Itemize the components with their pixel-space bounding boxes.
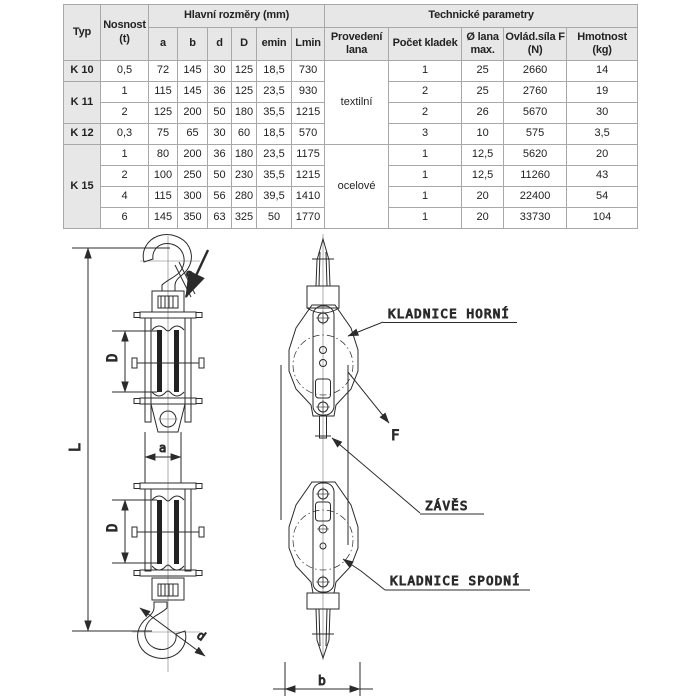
spec-table-body <box>64 61 638 229</box>
col-header-prumer-line2: max. <box>470 44 495 56</box>
table-cell: 180 <box>232 145 257 166</box>
table-cell: 125 <box>232 82 257 103</box>
table-cell: 6 <box>101 208 149 229</box>
dimension-e <box>181 250 208 297</box>
col-header-ovl-sila <box>504 28 567 61</box>
table-cell: 145 <box>178 82 208 103</box>
table-cell: 145 <box>178 61 208 82</box>
table-cell: 26 <box>462 103 504 124</box>
table-cell: 5670 <box>504 103 567 124</box>
table-row <box>64 145 638 166</box>
table-cell: 60 <box>232 124 257 145</box>
table-cell: 1 <box>389 145 462 166</box>
col-header-prumer-line1: Ø lana <box>466 30 499 43</box>
rope-type-cell: ocelové <box>325 145 389 229</box>
col-header-provedeni-line1: Provedení <box>330 30 383 43</box>
table-cell: 33730 <box>504 208 567 229</box>
table-cell: 1410 <box>292 187 325 208</box>
table-cell: 12,5 <box>462 145 504 166</box>
header-row-groups <box>64 5 638 28</box>
col-header-sila-line2: (N) <box>527 44 543 56</box>
table-cell: 43 <box>567 166 638 187</box>
table-cell: 25 <box>462 61 504 82</box>
col-header-sila-line1: Ovlád.síla F <box>505 30 565 43</box>
dim-a-label: a <box>159 441 167 455</box>
table-cell: 104 <box>567 208 638 229</box>
force-arrow-F <box>348 372 399 444</box>
col-header-provedeni-line2: lana <box>345 44 368 56</box>
table-cell: 250 <box>178 166 208 187</box>
table-cell: 1 <box>389 208 462 229</box>
col-header-a: a <box>149 28 178 61</box>
table-cell: 100 <box>149 166 178 187</box>
table-cell: 11260 <box>504 166 567 187</box>
table-cell: 350 <box>178 208 208 229</box>
upper-block-label: KLADNICE HORNÍ <box>388 306 511 321</box>
table-cell: 3 <box>389 124 462 145</box>
table-cell: 50 <box>257 208 292 229</box>
table-cell: 1770 <box>292 208 325 229</box>
col-header-nosnost-line1: Nosnost <box>103 19 146 32</box>
dimension-b <box>273 662 373 696</box>
side-view <box>273 234 530 696</box>
table-cell: 75 <box>149 124 178 145</box>
table-cell: 23,5 <box>257 145 292 166</box>
table-cell: 145 <box>149 208 178 229</box>
group-header-parameters: Technické parametry <box>325 5 638 28</box>
dim-d-label: d <box>194 628 209 644</box>
table-cell: 125 <box>149 103 178 124</box>
table-cell: 39,5 <box>257 187 292 208</box>
dim-e-label: e <box>181 267 198 281</box>
table-cell: 180 <box>232 103 257 124</box>
dim-F-label: F <box>391 428 400 444</box>
table-cell: 54 <box>567 187 638 208</box>
table-cell: 200 <box>178 145 208 166</box>
callout-suspension <box>332 438 484 514</box>
table-cell: 18,5 <box>257 61 292 82</box>
table-cell: 280 <box>232 187 257 208</box>
dim-b-label: b <box>318 674 326 689</box>
table-cell: 63 <box>208 208 232 229</box>
sheave-groove <box>174 330 179 392</box>
col-header-b: b <box>178 28 208 61</box>
table-cell: 325 <box>232 208 257 229</box>
dim-L-label: L <box>66 442 84 452</box>
sheave-groove <box>157 330 162 392</box>
dim-D-upper-label: D <box>105 353 121 362</box>
col-header-provedeni-lana <box>325 28 389 61</box>
table-cell: 12,5 <box>462 166 504 187</box>
table-cell: 80 <box>149 145 178 166</box>
table-cell: 2 <box>389 82 462 103</box>
table-cell: 115 <box>149 82 178 103</box>
dimension-D-upper <box>105 331 157 392</box>
table-cell: 20 <box>462 208 504 229</box>
table-cell: 50 <box>208 103 232 124</box>
typ-cell: K 11 <box>64 82 101 124</box>
lower-hook <box>132 602 200 658</box>
col-header-prumer-lana <box>462 28 504 61</box>
suspension-label: ZÁVĚS <box>425 498 469 513</box>
table-cell: 200 <box>178 103 208 124</box>
table-cell: 730 <box>292 61 325 82</box>
table-cell: 30 <box>208 61 232 82</box>
table-cell: 930 <box>292 82 325 103</box>
table-cell: 0,3 <box>101 124 149 145</box>
col-header-d: d <box>208 28 232 61</box>
table-cell: 2 <box>389 103 462 124</box>
col-header-nosnost-line2: (t) <box>119 32 130 45</box>
front-view <box>66 235 208 672</box>
table-header <box>64 5 638 61</box>
table-cell: 125 <box>232 61 257 82</box>
table-cell: 23,5 <box>257 82 292 103</box>
col-header-Lmin: Lmin <box>292 28 325 61</box>
table-cell: 3,5 <box>567 124 638 145</box>
col-header-hmotnost-line2: (kg) <box>592 44 612 56</box>
col-header-hmotnost-line1: Hmotnost <box>577 30 627 43</box>
table-cell: 1 <box>101 145 149 166</box>
table-cell: 1175 <box>292 145 325 166</box>
table-cell: 14 <box>567 61 638 82</box>
typ-cell: K 10 <box>64 61 101 82</box>
col-header-typ: Typ <box>64 5 101 61</box>
table-cell: 1215 <box>292 103 325 124</box>
table-cell: 18,5 <box>257 124 292 145</box>
table-cell: 300 <box>178 187 208 208</box>
callout-lower-block <box>343 559 530 590</box>
table-cell: 20 <box>567 145 638 166</box>
col-header-hmotnost <box>567 28 638 61</box>
table-cell: 1215 <box>292 166 325 187</box>
table-cell: 4 <box>101 187 149 208</box>
typ-cell: K 12 <box>64 124 101 145</box>
table-cell: 20 <box>462 187 504 208</box>
callout-upper-block <box>348 306 517 336</box>
col-header-pocet-kladek: Počet kladek <box>389 28 462 61</box>
lower-block-label: KLADNICE SPODNÍ <box>390 573 521 588</box>
col-header-emin: emin <box>257 28 292 61</box>
table-cell: 1 <box>389 166 462 187</box>
table-cell: 1 <box>389 187 462 208</box>
table-cell: 230 <box>232 166 257 187</box>
table-row <box>64 61 638 82</box>
technical-drawing <box>40 230 660 700</box>
table-cell: 2660 <box>504 61 567 82</box>
table-cell: 1 <box>101 82 149 103</box>
table-cell: 22400 <box>504 187 567 208</box>
table-cell: 36 <box>208 82 232 103</box>
col-header-D: D <box>232 28 257 61</box>
table-cell: 36 <box>208 145 232 166</box>
table-cell: 25 <box>462 82 504 103</box>
dimension-a <box>145 432 181 483</box>
table-cell: 65 <box>178 124 208 145</box>
table-cell: 30 <box>208 124 232 145</box>
table-cell: 35,5 <box>257 103 292 124</box>
table-cell: 19 <box>567 82 638 103</box>
table-cell: 575 <box>504 124 567 145</box>
table-cell: 5620 <box>504 145 567 166</box>
dim-D-lower-label: D <box>105 523 121 532</box>
table-cell: 570 <box>292 124 325 145</box>
typ-cell: K 15 <box>64 145 101 229</box>
group-header-dimensions: Hlavní rozměry (mm) <box>149 5 325 28</box>
table-cell: 0,5 <box>101 61 149 82</box>
table-cell: 115 <box>149 187 178 208</box>
header-row-columns <box>64 28 638 61</box>
rope-type-cell: textilní <box>325 61 389 145</box>
dimension-L <box>66 248 170 631</box>
table-cell: 35,5 <box>257 166 292 187</box>
table-cell: 1 <box>389 61 462 82</box>
spec-table <box>63 4 638 229</box>
table-cell: 50 <box>208 166 232 187</box>
col-header-nosnost <box>101 5 149 61</box>
table-cell: 30 <box>567 103 638 124</box>
table-cell: 2 <box>101 103 149 124</box>
table-cell: 2 <box>101 166 149 187</box>
rope-lines <box>281 365 348 545</box>
table-cell: 10 <box>462 124 504 145</box>
table-cell: 72 <box>149 61 178 82</box>
table-cell: 2760 <box>504 82 567 103</box>
table-cell: 56 <box>208 187 232 208</box>
